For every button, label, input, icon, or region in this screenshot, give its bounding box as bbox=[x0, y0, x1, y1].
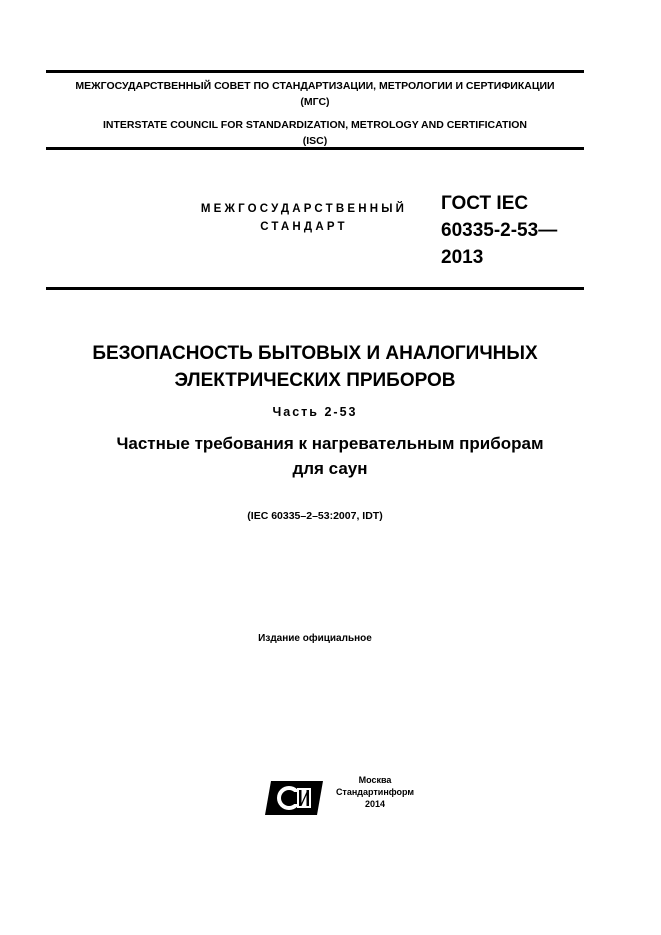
document-part: Часть 2-53 bbox=[272, 405, 358, 419]
standard-label-line1: МЕЖГОСУДАРСТВЕННЫЙ bbox=[200, 203, 408, 215]
document-subtitle bbox=[40, 431, 620, 481]
publisher-city: Москва bbox=[358, 775, 392, 785]
council-en bbox=[46, 117, 584, 149]
publisher-year: 2014 bbox=[364, 799, 386, 809]
standard-code-line1: ГОСТ IEC bbox=[441, 193, 529, 214]
publisher-name: Стандартинформ bbox=[335, 787, 415, 797]
standartinform-logo-icon bbox=[263, 779, 325, 817]
document-title-line2: ЭЛЕКТРИЧЕСКИХ ПРИБОРОВ bbox=[174, 370, 456, 391]
standard-label-line2: СТАНДАРТ bbox=[260, 221, 348, 233]
standard-code bbox=[441, 190, 557, 271]
standard-code-line3: 2013 bbox=[441, 247, 484, 268]
council-ru-line1: МЕЖГОСУДАРСТВЕННЫЙ СОВЕТ ПО СТАНДАРТИЗАЦИИ, МЕТРОЛОГИИ И СЕРТИФИКАЦИИ bbox=[75, 80, 555, 92]
header-bottom-rule bbox=[46, 147, 584, 150]
document-subtitle-line2: для саун bbox=[292, 459, 368, 478]
top-rule bbox=[46, 70, 584, 73]
iec-reference: (IEC 60335–2–53:2007, IDT) bbox=[247, 510, 383, 522]
standard-bottom-rule bbox=[46, 287, 584, 290]
standard-label bbox=[170, 200, 438, 236]
document-title bbox=[46, 340, 584, 394]
publisher-info bbox=[325, 774, 425, 810]
council-ru bbox=[46, 78, 584, 110]
standard-code-line2: 60335-2-53— bbox=[441, 220, 558, 241]
council-ru-abbr: (МГС) bbox=[300, 96, 330, 108]
edition-note: Издание официальное bbox=[258, 633, 372, 644]
document-subtitle-line1: Частные требования к нагревательным приборам bbox=[116, 434, 544, 453]
council-en-line1: INTERSTATE COUNCIL FOR STANDARDIZATION, METROLOGY AND CERTIFICATION bbox=[102, 119, 528, 131]
council-en-abbr: (ISC) bbox=[302, 135, 328, 147]
document-title-line1: БЕЗОПАСНОСТЬ БЫТОВЫХ И АНАЛОГИЧНЫХ bbox=[92, 343, 538, 364]
